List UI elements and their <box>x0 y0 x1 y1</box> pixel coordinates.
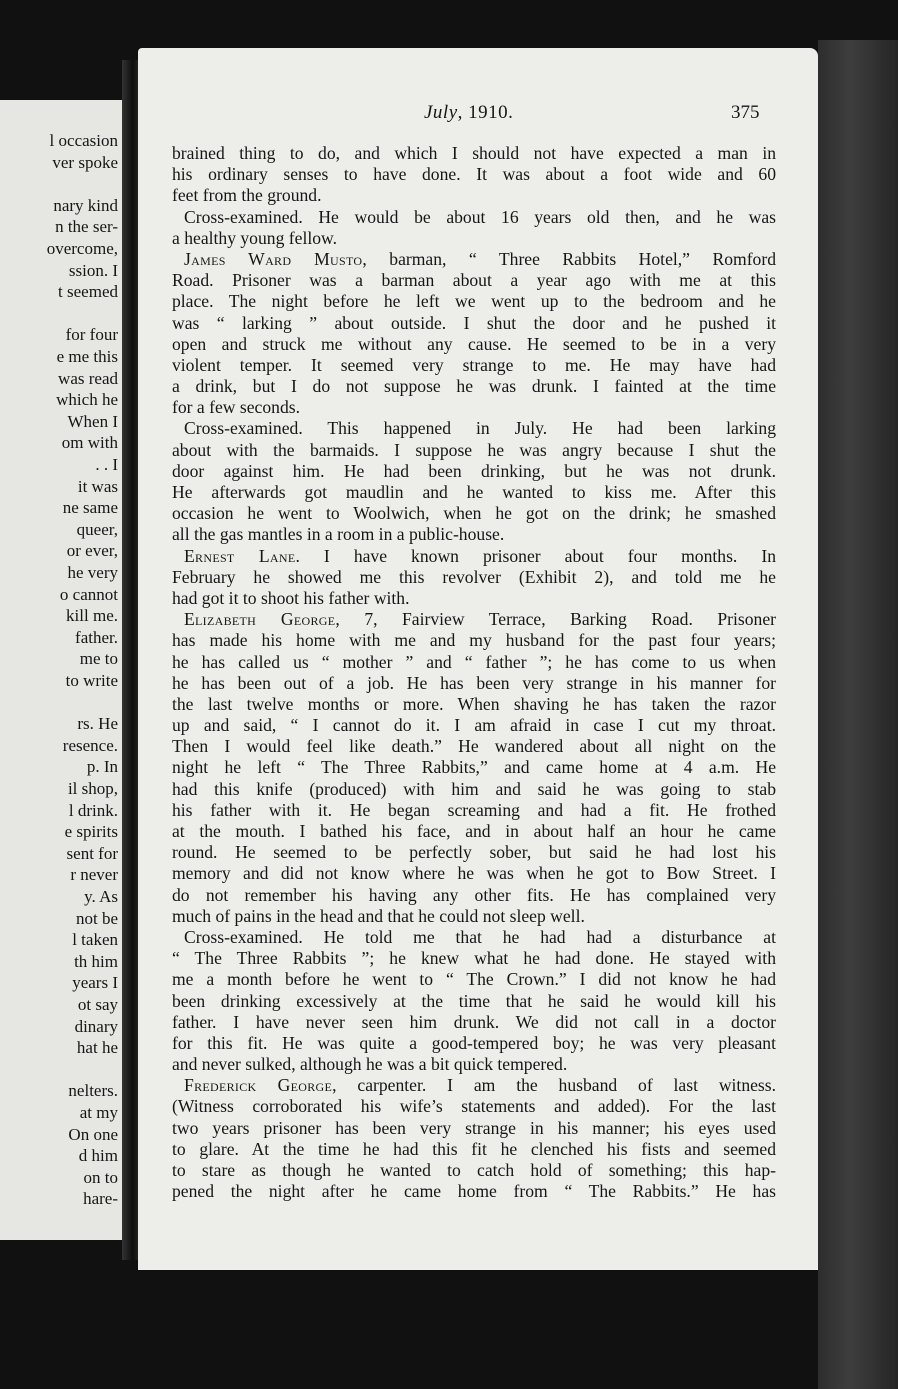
line-text: February he showed me this revolver (Exhibit 2), and told me he <box>172 566 776 587</box>
text-line <box>172 164 776 185</box>
text-line <box>172 906 776 927</box>
text-line <box>172 355 776 376</box>
facing-page-line: ot say <box>77 995 118 1014</box>
line-text: to glare. At the time he had this fit he clenched his fists and seemed <box>172 1138 776 1159</box>
line-text: , carpenter. I am the husband of last witness. <box>332 1075 777 1096</box>
line-text: father. I have never seen him drunk. We did not call in a doctor <box>172 1011 776 1032</box>
text-line <box>172 1054 776 1075</box>
facing-page-line: th him <box>74 951 118 971</box>
facing-page-line: sent for <box>66 843 118 863</box>
facing-page-line: r never <box>70 865 118 885</box>
text-line <box>172 185 776 206</box>
text-line <box>172 1033 776 1054</box>
text-line <box>172 313 776 334</box>
body-text <box>172 143 776 1202</box>
text-line <box>172 588 776 609</box>
line-text: place. The night before he left we went up to the bedroom and he <box>172 291 776 312</box>
text-line <box>172 821 776 842</box>
text-line <box>172 228 776 249</box>
text-line <box>172 249 776 270</box>
facing-page-fragment <box>0 100 122 1240</box>
text-line <box>172 1139 776 1160</box>
facing-page-line: was read <box>58 368 118 388</box>
line-text: open and struck me without any cause. He seemed to be in a very <box>172 333 776 354</box>
line-text: “ The Three Rabbits ”; he knew what he had done. He stayed with <box>172 948 776 969</box>
running-head-month: July <box>424 102 458 123</box>
text-line <box>172 969 776 990</box>
text-line <box>172 207 776 228</box>
facing-page-line: rs. He <box>77 714 118 734</box>
line-text: round. He seemed to be perfectly sober, but said he had lost his <box>172 842 776 863</box>
line-text: he has called us “ mother ” and “ father ”; he has come to us when <box>172 651 776 672</box>
text-line <box>172 524 776 545</box>
facing-page-line: years I <box>72 973 118 993</box>
facing-page-line: hare- <box>83 1189 118 1209</box>
text-line <box>172 948 776 969</box>
line-text: do not remember his having any other fits. He has complained very <box>172 884 776 905</box>
line-text: all the gas mantles in a room in a public-house. <box>172 524 505 545</box>
line-text: had got it to shoot his father with. <box>172 587 410 608</box>
facing-page-line: On one <box>68 1124 118 1144</box>
line-text: , barman, “ Three Rabbits Hotel,” Romford <box>362 248 776 269</box>
line-text: his father with it. He began screaming and had a fit. He frothed <box>172 799 776 820</box>
text-line <box>172 376 776 397</box>
witness-name: James Ward Musto <box>184 248 363 269</box>
facing-page-line: ne same <box>62 498 118 518</box>
facing-page-line: queer, <box>76 519 118 539</box>
line-text: at the mouth. I bathed his face, and in about half an hour he came <box>172 821 776 841</box>
line-text: for this fit. He was quite a good-tempered boy; he was very pleasant <box>172 1032 776 1053</box>
line-text: has made his home with me and my husband for the past four years; <box>172 630 776 651</box>
facing-page-line: om with <box>61 433 118 453</box>
facing-page-line: not be <box>75 908 118 928</box>
line-text: a drink, but I do not suppose he was drunk. I fainted at the time <box>172 376 776 397</box>
text-line <box>172 779 776 800</box>
text-line <box>172 1181 776 1202</box>
facing-page-line: dinary <box>74 1016 118 1036</box>
line-text: , 7, Fairview Terrace, Barking Road. Prisoner <box>335 609 776 630</box>
text-line <box>172 482 776 503</box>
text-line <box>172 1118 776 1139</box>
line-text: night he left “ The Three Rabbits,” and came home at 4 a.m. He <box>172 757 776 778</box>
text-line <box>172 1096 776 1117</box>
line-text: He afterwards got maudlin and he wanted to kiss me. After this <box>172 482 776 502</box>
witness-name: Ernest Lane <box>184 545 296 566</box>
facing-page-line: which he <box>56 390 118 410</box>
line-text: his ordinary senses to have done. It was about a foot wide and 60 <box>172 164 776 185</box>
facing-page-line: nelters. <box>68 1081 118 1101</box>
text-line <box>172 673 776 694</box>
text-line <box>172 1075 776 1096</box>
facing-page-line: to write <box>65 671 118 690</box>
text-line <box>172 567 776 588</box>
text-line <box>172 885 776 906</box>
facing-page-line: for four <box>65 325 118 345</box>
text-line <box>172 694 776 715</box>
line-text: for a few seconds. <box>172 397 300 418</box>
line-text: and never sulked, although he was a bit quick tempered. <box>172 1054 568 1075</box>
line-text: Then I would feel like death.” He wandered about all night on the <box>172 736 776 757</box>
line-text: Cross-examined. This happened in July. He had been larking <box>184 418 776 439</box>
line-text: occasion he went to Woolwich, when he got on the drink; he smashed <box>172 503 776 524</box>
facing-page-line: y. As <box>84 887 118 906</box>
facing-page-line: kill me. <box>66 606 118 626</box>
line-text: he has been out of a job. He has been very strange in his manner for <box>172 672 776 693</box>
facing-page-line: at my <box>79 1103 118 1122</box>
text-line <box>172 609 776 630</box>
facing-page-line: ssion. I <box>68 260 118 280</box>
text-line <box>172 991 776 1012</box>
line-text: feet from the ground. <box>172 185 322 206</box>
text-line <box>172 334 776 355</box>
scan-edge <box>818 40 898 1389</box>
text-line <box>172 1160 776 1181</box>
line-text: Cross-examined. He told me that he had had a disturbance at <box>184 926 776 947</box>
line-text: about with the barmaids. I suppose he was angry because I shut the <box>172 439 776 460</box>
text-line <box>172 757 776 778</box>
facing-page-line: me to <box>79 649 118 669</box>
line-text: Road. Prisoner was a barman about a year ago with me at this <box>172 270 776 291</box>
text-line <box>172 842 776 863</box>
line-text: brained thing to do, and which I should not have expected a man in <box>172 143 776 163</box>
line-text: to stare as though he wanted to catch hold of something; this hap- <box>172 1160 776 1180</box>
text-line <box>172 1012 776 1033</box>
text-line <box>172 397 776 418</box>
facing-page-line: il shop, <box>67 779 118 798</box>
line-text: memory and did not know where he was when he got to Bow Street. I <box>172 863 776 884</box>
text-line <box>172 440 776 461</box>
facing-page-line: p. In <box>86 757 118 777</box>
facing-page-line: overcome, <box>46 239 118 258</box>
line-text: a healthy young fellow. <box>172 227 337 248</box>
facing-page-line: t seemed <box>58 282 118 302</box>
facing-page-line: e me this <box>56 347 118 366</box>
line-text: violent temper. It seemed very strange to me. He may have had <box>172 354 776 375</box>
line-text: been drinking excessively at the time that he said he would kill his <box>172 990 776 1011</box>
witness-name: Frederick George <box>184 1075 333 1096</box>
page-number: 375 <box>731 102 760 123</box>
text-line <box>172 503 776 524</box>
text-line <box>172 630 776 651</box>
text-line <box>172 715 776 736</box>
facing-page-line: he very <box>67 563 118 582</box>
facing-page-line: l taken <box>72 930 118 950</box>
text-line <box>172 461 776 482</box>
line-text: two years prisoner has been very strange in his manner; his eyes used <box>172 1117 776 1138</box>
facing-page-line: father. <box>75 627 118 647</box>
facing-page-line: e spirits <box>64 822 118 842</box>
line-text: the last twelve months or more. When shaving he has taken the razor <box>172 693 776 714</box>
facing-page-line: or ever, <box>66 541 118 561</box>
line-text: me a month before he went to “ The Crown.” I did not know he had <box>172 969 776 990</box>
facing-page-line: n the ser- <box>55 217 118 237</box>
witness-name: Elizabeth George <box>184 609 336 630</box>
text-line <box>172 418 776 439</box>
text-line <box>172 291 776 312</box>
facing-page-line: on to <box>83 1167 118 1187</box>
text-line <box>172 863 776 884</box>
running-head <box>424 102 513 124</box>
text-line <box>172 143 776 164</box>
text-line <box>172 652 776 673</box>
facing-page-line: l occasion <box>49 131 118 150</box>
line-text: door against him. He had been drinking, but he was not drunk. <box>172 460 776 481</box>
text-line <box>172 927 776 948</box>
line-text: had this knife (produced) with him and said he was going to stab <box>172 778 776 799</box>
facing-page-line: ver spoke <box>52 152 118 172</box>
facing-page-line: d him <box>78 1146 118 1166</box>
facing-page-line: hat he <box>76 1038 118 1058</box>
line-text: Cross-examined. He would be about 16 years old then, and he was <box>184 206 776 227</box>
text-line <box>172 800 776 821</box>
facing-page-line: l drink. <box>68 800 118 820</box>
line-text: much of pains in the head and that he could not sleep well. <box>172 905 585 926</box>
line-text: (Witness corroborated his wife’s statements and added). For the last <box>172 1096 776 1117</box>
line-text: up and said, “ I cannot do it. I am afraid in case I cut my throat. <box>172 715 776 736</box>
facing-page-line: o cannot <box>59 584 118 604</box>
line-text: was “ larking ” about outside. I shut the door and he pushed it <box>172 312 776 333</box>
facing-page-line: resence. <box>62 735 118 755</box>
facing-page-line: it was <box>77 476 118 496</box>
facing-page-line: . . I <box>95 455 118 474</box>
text-line <box>172 270 776 291</box>
line-text: pened the night after he came home from “ The Rabbits.” He has <box>172 1181 776 1202</box>
text-line <box>172 736 776 757</box>
line-text: . I have known prisoner about four months. In <box>295 545 777 566</box>
text-line <box>172 546 776 567</box>
facing-page-line: nary kind <box>53 195 118 215</box>
running-head-year: , 1910. <box>457 102 514 123</box>
facing-page-line: When I <box>67 411 118 431</box>
